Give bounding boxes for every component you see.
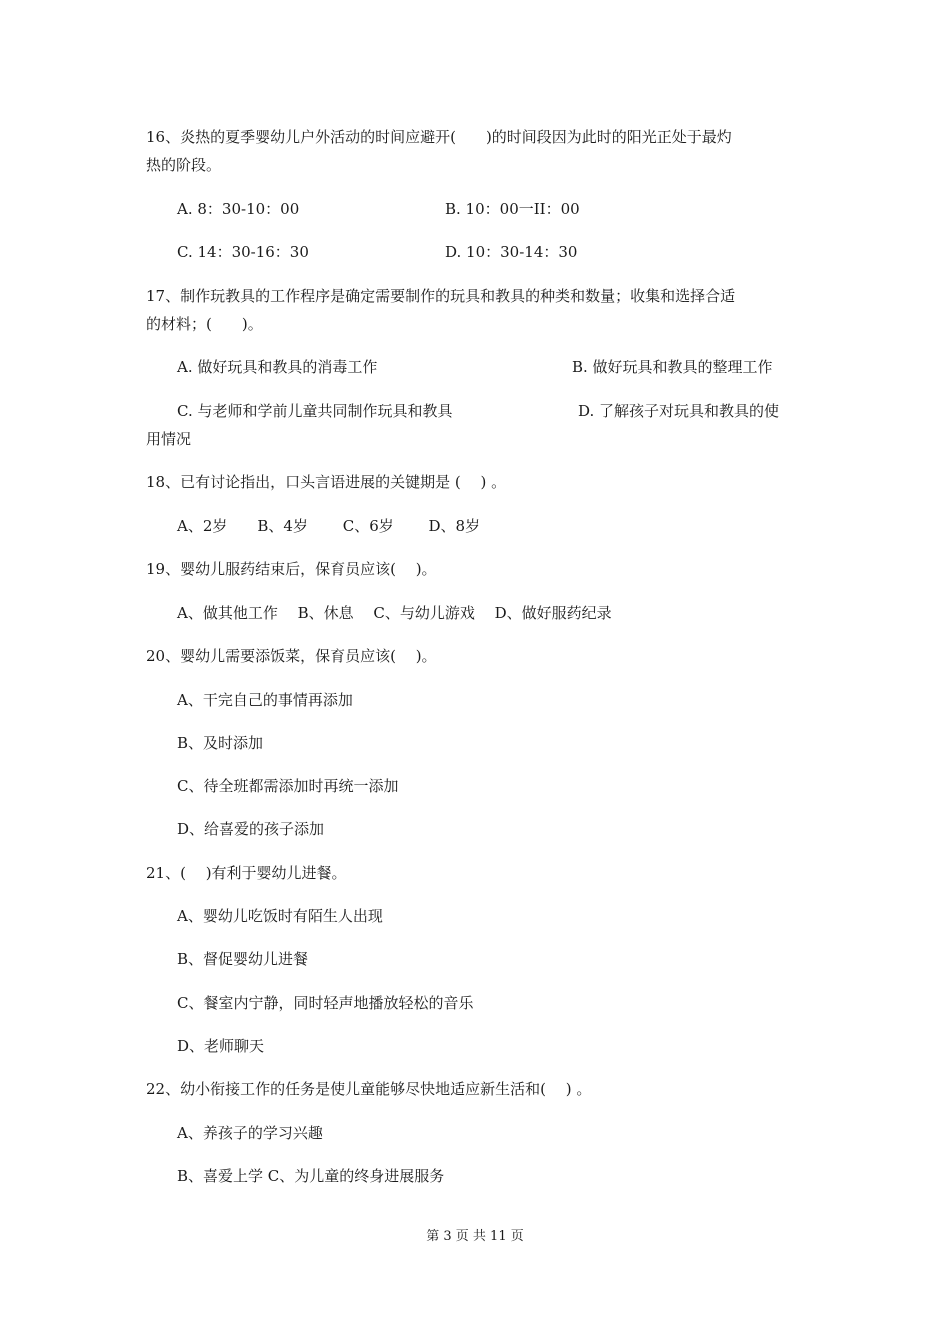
question-18-text: 18、已有讨论指出，口头言语进展的关键期是 ( ) 。	[146, 473, 507, 491]
question-17-option-c: C. 与老师和学前儿童共同制作玩具和教具	[177, 402, 453, 420]
question-16-text-cont: 热的阶段。	[146, 156, 222, 174]
question-22-option-bc: B、喜爱上学 C、为儿童的终身进展服务	[177, 1167, 445, 1185]
question-19-options: A、做其他工作 B、休息 C、与幼儿游戏 D、做好服药纪录	[177, 604, 612, 622]
question-18-options: A、2岁 B、4岁 C、6岁 D、8岁	[177, 517, 481, 535]
question-21-option-d: D、老师聊天	[177, 1037, 265, 1055]
question-22-text: 22、幼小衔接工作的任务是使儿童能够尽快地适应新生活和( ) 。	[146, 1080, 592, 1098]
question-16-option-b: B. 10：00一II：00	[445, 200, 580, 218]
question-16-text: 16、炎热的夏季婴幼儿户外活动的时间应避开( )的时间段因为此时的阳光正处于最灼	[146, 128, 732, 146]
question-20-option-c: C、待全班都需添加时再统一添加	[177, 777, 399, 795]
question-17-text-cont: 的材料；( )。	[146, 315, 263, 333]
question-21-option-c: C、餐室内宁静，同时轻声地播放轻松的音乐	[177, 994, 474, 1012]
question-20-option-d: D、给喜爱的孩子添加	[177, 820, 325, 838]
question-21-text: 21、( )有利于婴幼儿进餐。	[146, 864, 347, 882]
question-20-option-b: B、及时添加	[177, 734, 264, 752]
question-20-text: 20、婴幼儿需要添饭菜，保育员应该( )。	[146, 647, 437, 665]
question-16-option-d: D. 10：30-14：30	[445, 243, 578, 261]
question-22-option-a: A、养孩子的学习兴趣	[177, 1124, 323, 1142]
question-21-option-a: A、婴幼儿吃饭时有陌生人出现	[177, 907, 383, 925]
question-20-option-a: A、干完自己的事情再添加	[177, 691, 353, 709]
page-number-footer: 第 3 页 共 11 页	[426, 1229, 524, 1244]
question-17-option-b: B. 做好玩具和教具的整理工作	[572, 358, 773, 376]
question-21-option-b: B、督促婴幼儿进餐	[177, 950, 309, 968]
question-17-text: 17、制作玩教具的工作程序是确定需要制作的玩具和教具的种类和数量；收集和选择合适	[146, 287, 736, 305]
question-16-option-c: C. 14：30-16：30	[177, 243, 309, 261]
question-17-option-d-cont: 用情况	[146, 430, 192, 448]
question-17-option-a: A. 做好玩具和教具的消毒工作	[177, 358, 378, 376]
question-17-option-d: D. 了解孩子对玩具和教具的使	[578, 402, 780, 420]
question-19-text: 19、婴幼儿服药结束后，保育员应该( )。	[146, 560, 437, 578]
question-16-option-a: A. 8：30-10：00	[177, 200, 300, 218]
